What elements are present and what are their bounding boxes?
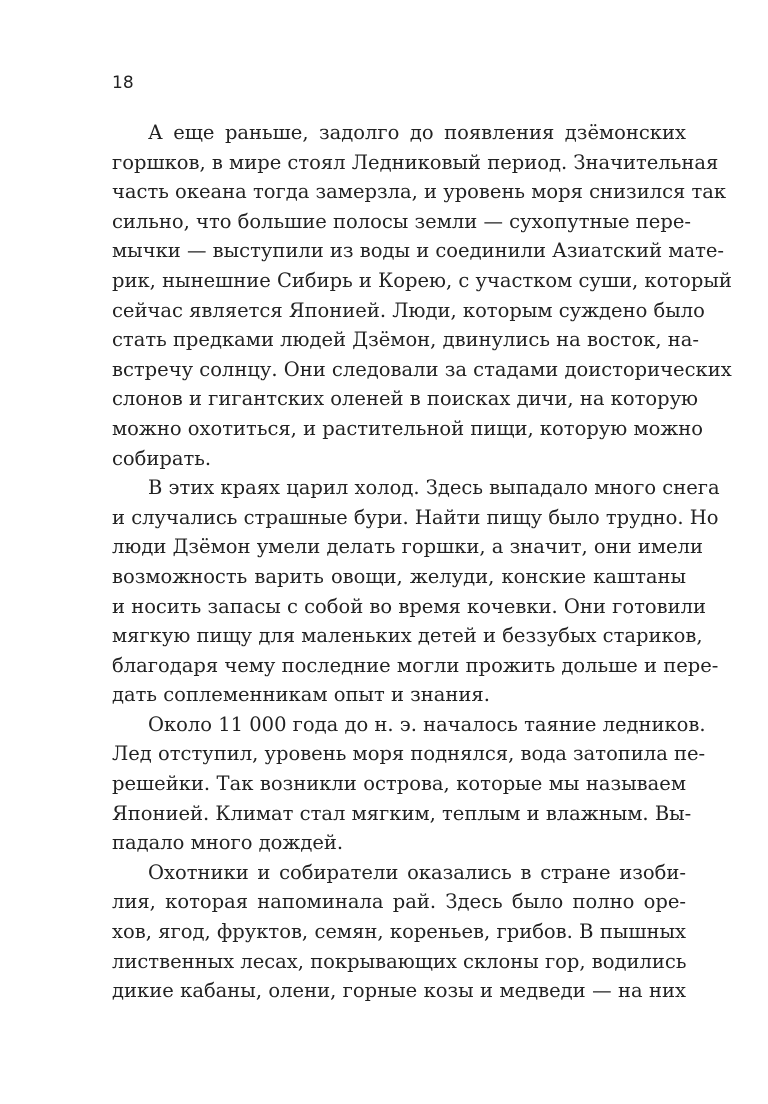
text-line: А еще раньше, задолго до появления дзёмонских [148,121,686,144]
text-line: можно охотиться, и растительной пищи, которую можно [112,416,704,440]
text-line: Лед отступил, уровень моря поднялся, вода затопила пе- [112,742,706,766]
text-line: возможность варить овощи, желуди, конские каштаны [112,564,686,588]
text-line: стать предками людей Дзёмон, двинулись на восток, на- [112,328,699,352]
text-line: дать соплеменникам опыт и знания. [112,683,490,707]
text-line: горшков, в мире стоял Ледниковый период. Значительная [112,150,719,174]
text-line: рик, нынешние Сибирь и Корею, с участком суши, который [112,268,732,292]
text-line: лия, которая напоминала рай. Здесь было полно оре- [112,890,686,914]
text-line: мычки — выступили из воды и соединили Азиатский мате- [112,239,724,263]
text-line: дикие кабаны, олени, горные козы и медведи — на них [112,979,686,1003]
text-line: встречу солнцу. Они следовали за стадами доисторических [112,357,732,381]
text-line: решейки. Так возникли острова, которые мы называем [112,772,686,796]
text-line: сейчас является Японией. Люди, которым суждено было [112,298,705,322]
text-line: и случались страшные бури. Найти пищу было трудно. Но [112,505,719,529]
paragraph [112,118,732,473]
text-line: хов, ягод, фруктов, семян, кореньев, грибов. В пышных [112,920,686,944]
page-number: 18 [112,73,134,93]
paragraph [112,710,706,858]
text-line: падало много дождей. [112,831,344,855]
text-line: благодаря чему последние могли прожить дольше и пере- [112,653,719,677]
text-line: собирать. [112,446,212,470]
text-line: слонов и гигантских оленей в поисках дичи, на которую [112,387,699,411]
text-line: В этих краях царил холод. Здесь выпадало много снега [148,476,720,500]
paragraph [112,858,686,1006]
text-line: мягкую пищу для маленьких детей и беззубых стариков, [112,624,703,648]
text-line: часть океана тогда замерзла, и уровень моря снизился так [112,180,727,204]
text-line: Японией. Климат стал мягким, теплым и влажным. Вы- [112,801,692,825]
text-line: сильно, что большие полосы земли — сухопутные пере- [112,209,691,233]
text-line: люди Дзёмон умели делать горшки, а значит, они имели [112,535,703,559]
text-line: Около 11 000 года до н. э. началось таяние ледников. [148,712,706,736]
text-line: лиственных лесах, покрывающих склоны гор, водились [112,949,687,973]
text-line: и носить запасы с собой во время кочевки. Они готовили [112,594,706,618]
paragraph [112,473,720,710]
text-line: Охотники и собиратели оказались в стране изоби- [148,860,686,884]
body-text [112,118,732,1006]
